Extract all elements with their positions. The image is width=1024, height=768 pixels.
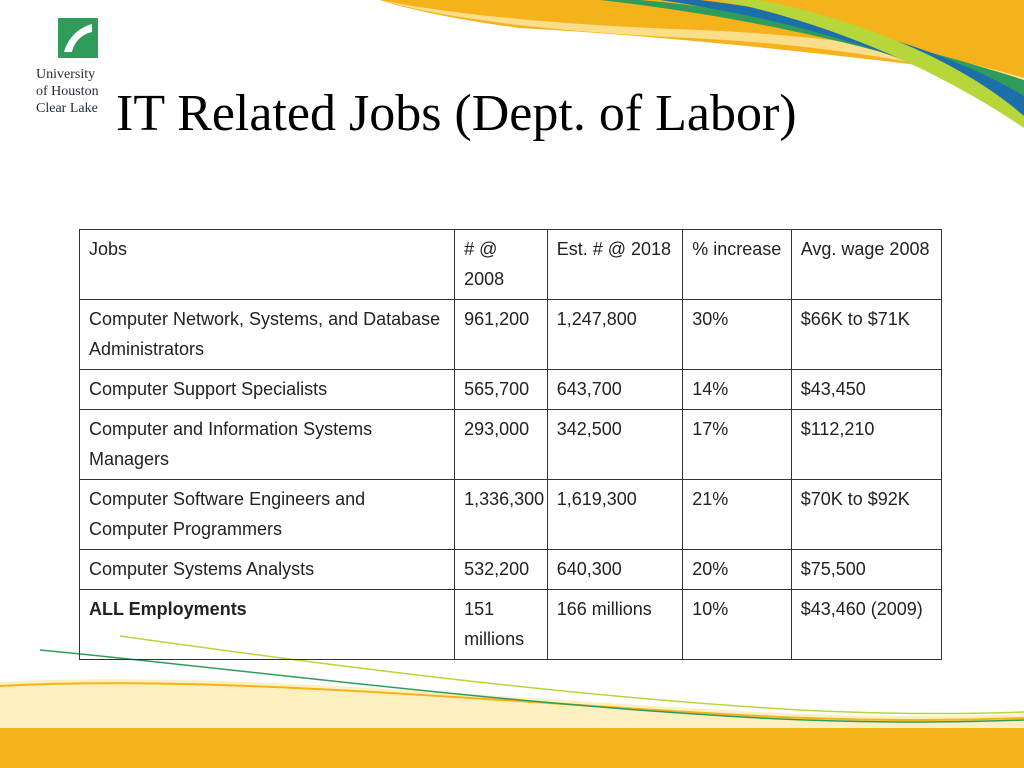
job-title-cell: Computer Systems Analysts — [80, 550, 455, 590]
avg-wage-cell: $43,450 — [791, 370, 941, 410]
uhcl-logo-text — [36, 66, 126, 117]
percent-increase-cell: 10% — [683, 590, 791, 660]
logo-line-2: of Houston — [36, 84, 99, 99]
slide-title: IT Related Jobs (Dept. of Labor) — [116, 85, 797, 142]
uhcl-logo-icon — [58, 18, 98, 58]
est-2018-cell: 1,619,300 — [547, 480, 683, 550]
logo-line-1: University — [36, 67, 96, 82]
table-header-row — [80, 230, 942, 300]
est-2018-cell: 643,700 — [547, 370, 683, 410]
avg-wage-cell: $112,210 — [791, 410, 941, 480]
count-2008-cell: 532,200 — [455, 550, 548, 590]
logo-line-3: Clear Lake — [36, 101, 98, 116]
percent-increase-cell: 17% — [683, 410, 791, 480]
percent-increase-cell: 14% — [683, 370, 791, 410]
est-2018-cell: 1,247,800 — [547, 300, 683, 370]
job-title-cell: Computer Software Engineers and Computer Programmers — [80, 480, 455, 550]
header-jobs: Jobs — [80, 230, 455, 300]
table-row — [80, 300, 942, 370]
header-count-2008: # @ 2008 — [455, 230, 548, 300]
job-title-cell: Computer Support Specialists — [80, 370, 455, 410]
count-2008-cell: 293,000 — [455, 410, 548, 480]
table-row — [80, 370, 942, 410]
job-title-cell: Computer and Information Systems Managers — [80, 410, 455, 480]
header-est-2018: Est. # @ 2018 — [547, 230, 683, 300]
count-2008-cell: 1,336,300 — [455, 480, 548, 550]
header-avg-wage: Avg. wage 2008 — [791, 230, 941, 300]
table-row — [80, 550, 942, 590]
est-2018-cell: 640,300 — [547, 550, 683, 590]
percent-increase-cell: 21% — [683, 480, 791, 550]
job-title-cell: Computer Network, Systems, and Database Administrators — [80, 300, 455, 370]
avg-wage-cell: $66K to $71K — [791, 300, 941, 370]
count-2008-cell: 961,200 — [455, 300, 548, 370]
jobs-table — [79, 229, 942, 660]
est-2018-cell: 342,500 — [547, 410, 683, 480]
est-2018-cell: 166 millions — [547, 590, 683, 660]
percent-increase-cell: 30% — [683, 300, 791, 370]
table-row-total — [80, 590, 942, 660]
table-row — [80, 480, 942, 550]
job-title-cell-total: ALL Employments — [80, 590, 455, 660]
header-percent-increase: % increase — [683, 230, 791, 300]
avg-wage-cell: $75,500 — [791, 550, 941, 590]
avg-wage-cell: $43,460 (2009) — [791, 590, 941, 660]
count-2008-cell: 151 millions — [455, 590, 548, 660]
avg-wage-cell: $70K to $92K — [791, 480, 941, 550]
count-2008-cell: 565,700 — [455, 370, 548, 410]
percent-increase-cell: 20% — [683, 550, 791, 590]
table-row — [80, 410, 942, 480]
